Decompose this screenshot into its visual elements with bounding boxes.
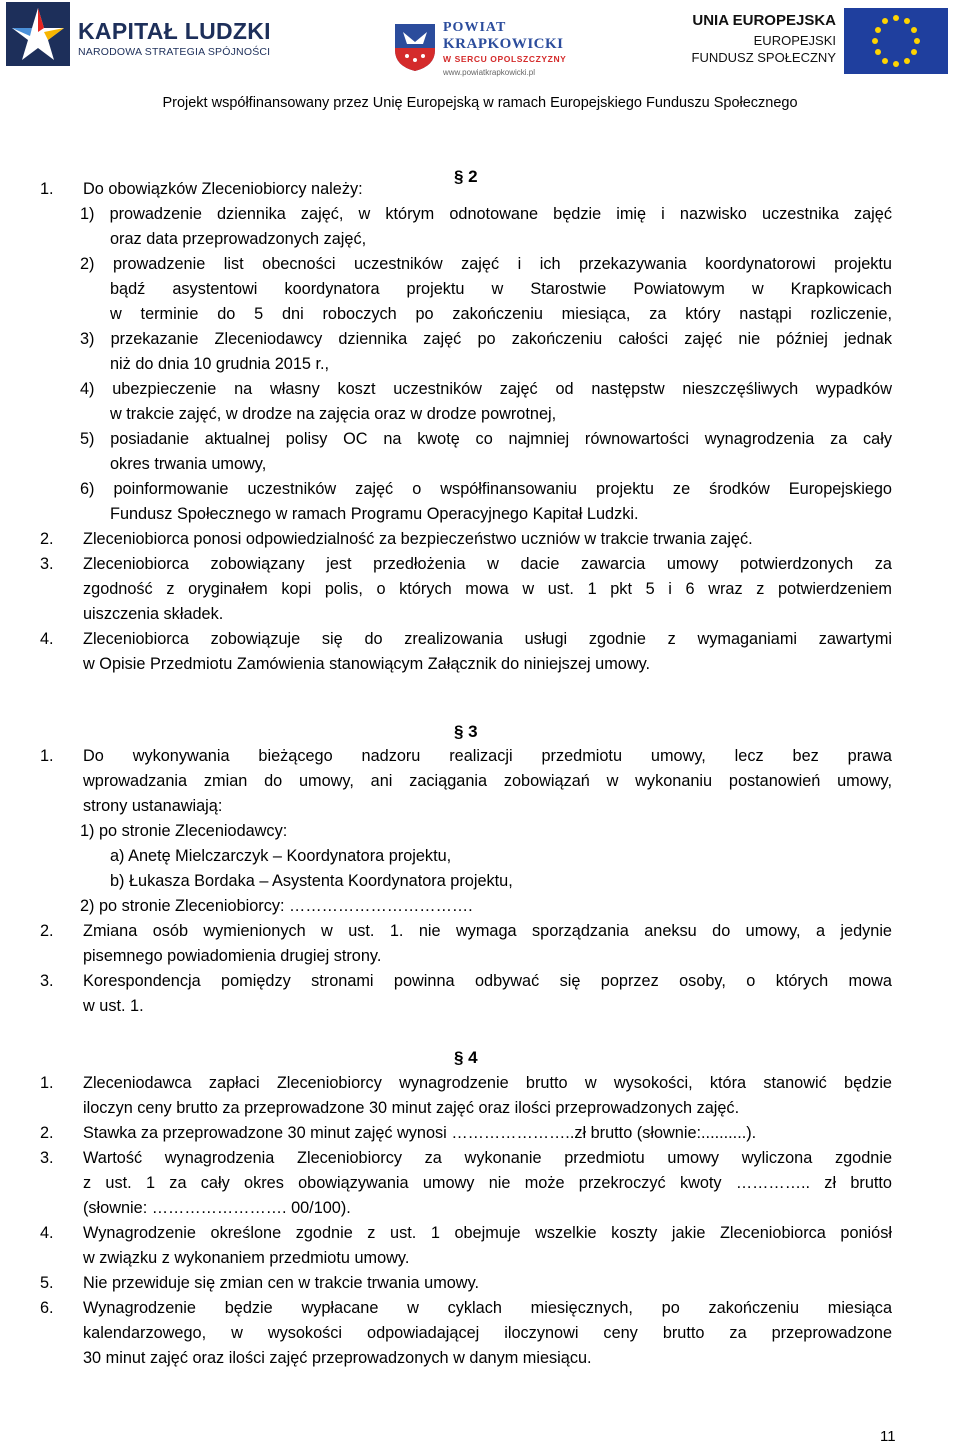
s2-duty-2-cont2: w terminie do 5 dni roboczych po zakończeniu miesiąca, za który nastąpi rozliczenie,: [110, 305, 892, 323]
s3-item-2: Zmiana osób wymienionych w ust. 1. nie wymaga sporządzania aneksu do umowy, a jedynie: [83, 922, 892, 940]
s3-num-1: 1.: [40, 747, 54, 765]
s2-duty-5-cont: okres trwania umowy,: [110, 455, 267, 473]
s4-num-2: 2.: [40, 1124, 54, 1142]
eu-efs-logo: [690, 8, 956, 68]
s2-item-1: Do obowiązków Zleceniobiorcy należy:: [83, 180, 363, 198]
s4-item-4-cont: w związku z wykonaniem przedmiotu umowy.: [83, 1249, 410, 1267]
s4-item-6-cont1: kalendarzowego, w wysokości odpowiadającej iloczynowi ceny brutto za przeprowadzone: [83, 1324, 892, 1342]
s4-item-6: Wynagrodzenie będzie wypłacane w cyklach miesięcznych, po zakończeniu miesiąca: [83, 1299, 892, 1317]
s4-item-5: Nie przewiduje się zmian cen w trakcie trwania umowy.: [83, 1274, 480, 1292]
s2-num-1: 1.: [40, 180, 54, 198]
s2-item-2: Zleceniobiorca ponosi odpowiedzialność za bezpieczeństwo uczniów w trakcie trwania zajęć.: [83, 530, 753, 548]
s2-duty-3-cont: niż do dnia 10 grudnia 2015 r.,: [110, 355, 330, 373]
s4-item-6-cont2: 30 minut zajęć oraz ilości zajęć przeprowadzonych w danym miesiącu.: [83, 1349, 592, 1367]
powiat-name: KRAPKOWICKI: [443, 36, 564, 52]
powiat-slogan: W SERCU OPOLSZCZYZNY: [443, 54, 567, 64]
s4-item-1-cont: iloczyn ceny brutto za przeprowadzone 30 minut zajęć oraz ilości przeprowadzonych zajęć.: [83, 1099, 740, 1117]
s3-num-2: 2.: [40, 922, 54, 940]
s2-item-4: Zleceniobiorca zobowiązuje się do zrealizowania usługi zgodnie z wymaganiami zawartymi: [83, 630, 892, 648]
s4-item-1: Zleceniodawca zapłaci Zleceniobiorcy wynagrodzenie brutto w wysokości, która stanowić będzie: [83, 1074, 892, 1092]
eu-fund-line1: EUROPEJSKI: [753, 33, 836, 48]
kapital-ludzki-title: KAPITAŁ LUDZKI: [78, 18, 271, 44]
s3-party-1: 1) po stronie Zleceniodawcy:: [80, 822, 288, 840]
s2-duty-1: 1) prowadzenie dziennika zajęć, w którym odnotowane będzie imię i nazwisko uczestnika zajęć: [80, 205, 892, 223]
section-3-heading: § 3: [454, 722, 478, 741]
s2-duty-5: 5) posiadanie aktualnej polisy OC na kwotę co najmniej równowartości wynagrodzenia za cały: [80, 430, 892, 448]
s3-item-1: Do wykonywania bieżącego nadzoru realizacji przedmiotu umowy, lecz bez prawa: [83, 747, 892, 765]
cofinancing-caption: Projekt współfinansowany przez Unię Europejską w ramach Europejskiego Funduszu Społecznego: [162, 95, 798, 111]
s4-num-5: 5.: [40, 1274, 54, 1292]
s2-num-4: 4.: [40, 630, 54, 648]
s3-party-1-b: b) Łukasza Bordaka – Asystenta Koordynatora projektu,: [110, 872, 513, 890]
s4-item-3: Wartość wynagrodzenia Zleceniobiorcy za wykonanie przedmiotu umowy wyliczona zgodnie: [83, 1149, 892, 1167]
s3-num-3: 3.: [40, 972, 54, 990]
s4-item-3-cont1: z ust. 1 za cały okres obowiązywania umowy nie może przekroczyć kwoty ………….. zł brutto: [83, 1174, 892, 1192]
eu-flag-icon: [844, 8, 948, 74]
s2-item-3-cont1: zgodność z oryginałem kopi polis, o których mowa w ust. 1 pkt 5 i 6 wraz z potwierdzeniem: [83, 580, 892, 598]
s4-item-2: Stawka za przeprowadzone 30 minut zajęć wynosi …………………..zł brutto (słownie:..........).: [83, 1124, 757, 1142]
eu-fund-line2: FUNDUSZ SPOŁECZNY: [691, 50, 836, 65]
s4-num-6: 6.: [40, 1299, 54, 1317]
section-4-heading: § 4: [454, 1048, 478, 1067]
s3-item-2-cont: pisemnego powiadomienia drugiej strony.: [83, 947, 382, 965]
section-2-heading: § 2: [454, 167, 478, 186]
powiat-label: POWIAT: [443, 20, 507, 35]
kapital-ludzki-star-icon: [6, 2, 70, 66]
s2-duty-2: 2) prowadzenie list obecności uczestników zajęć i ich przekazywania koordynatorowi projektu: [80, 255, 892, 273]
s3-item-1-cont2: strony ustanawiają:: [83, 797, 223, 815]
s2-duty-3: 3) przekazanie Zleceniodawcy dziennika zajęć po zakończeniu całości zajęć nie później jednak: [80, 330, 892, 348]
s3-party-1-a: a) Anetę Mielczarczyk – Koordynatora projektu,: [110, 847, 452, 865]
s2-duty-4: 4) ubezpieczenie na własny koszt uczestników zajęć od następstw nieszczęśliwych wypadków: [80, 380, 892, 398]
powiat-crest-icon: [393, 22, 437, 72]
s3-item-3-cont: w ust. 1.: [83, 997, 144, 1015]
s4-num-4: 4.: [40, 1224, 54, 1242]
s2-num-2: 2.: [40, 530, 54, 548]
s3-party-2: 2) po stronie Zleceniobiorcy: …………………………….: [80, 897, 473, 915]
s2-duty-4-cont: w trakcie zajęć, w drodze na zajęcia oraz w drodze powrotnej,: [110, 405, 557, 423]
kapital-ludzki-logo: [6, 2, 271, 66]
s4-item-3-cont2: (słownie: ……………………. 00/100).: [83, 1199, 351, 1217]
s2-duty-6: 6) poinformowanie uczestników zajęć o współfinansowaniu projektu ze środków Europejskiego: [80, 480, 892, 498]
s2-item-3: Zleceniobiorca zobowiązany jest przedłożenia w dacie zawarcia umowy potwierdzonych za: [83, 555, 892, 573]
page-number: 11: [880, 1428, 896, 1445]
s2-duty-6-cont: Fundusz Społecznego w ramach Programu Operacyjnego Kapitał Ludzki.: [110, 505, 639, 523]
s2-duty-1-cont: oraz data przeprowadzonych zajęć,: [110, 230, 367, 248]
kapital-ludzki-subtitle: NARODOWA STRATEGIA SPÓJNOŚCI: [78, 46, 271, 58]
s3-item-3: Korespondencja pomiędzy stronami powinna odbywać się poprzez osoby, o których mowa: [83, 972, 892, 990]
s3-item-1-cont1: wprowadzania zmian do umowy, ani zaciągania zobowiązań w wykonaniu postanowień umowy,: [83, 772, 892, 790]
s2-duty-2-cont1: bądź asystentowi koordynatora projektu w Starostwie Powiatowym w Krapkowicach: [110, 280, 892, 298]
powiat-krapkowicki-logo: [393, 14, 573, 80]
s2-num-3: 3.: [40, 555, 54, 573]
s2-item-4-cont: w Opisie Przedmiotu Zamówienia stanowiącym Załącznik do niniejszej umowy.: [83, 655, 651, 673]
s4-num-3: 3.: [40, 1149, 54, 1167]
page-header: [0, 0, 960, 111]
eu-title: UNIA EUROPEJSKA: [692, 12, 836, 29]
powiat-url: www.powiatkrapkowicki.pl: [443, 68, 536, 77]
s4-item-4: Wynagrodzenie określone zgodnie z ust. 1 obejmuje wszelkie koszty jakie Zleceniobiorca poniósł: [83, 1224, 892, 1242]
s2-item-3-cont2: uiszczenia składek.: [83, 605, 224, 623]
s4-num-1: 1.: [40, 1074, 54, 1092]
